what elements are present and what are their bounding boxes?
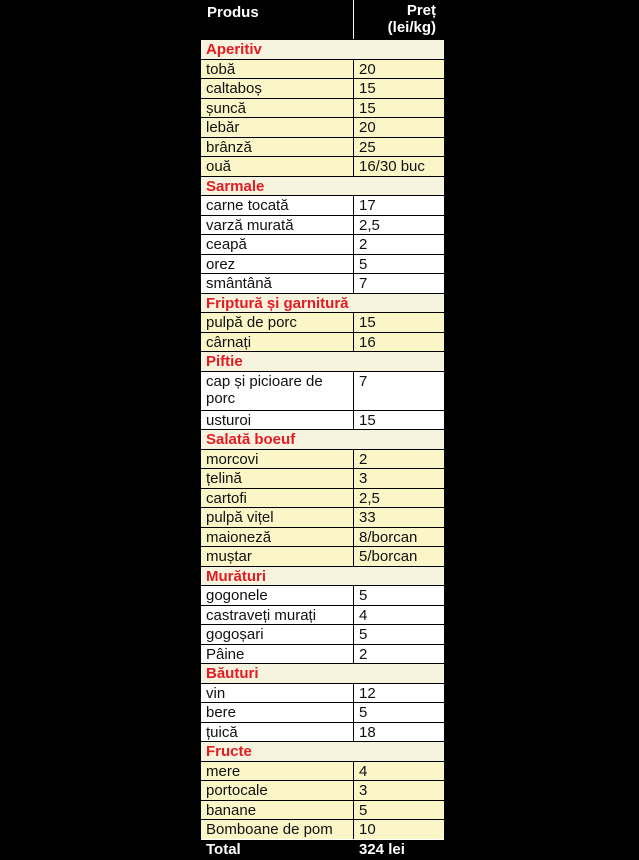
product-name: banane (206, 801, 257, 819)
product-price: 4 (353, 762, 444, 781)
header-price-line2: (lei/kg) (387, 19, 436, 36)
table-row (201, 98, 444, 118)
product-name: pulpă vițel (206, 509, 274, 526)
product-price: 5 (353, 625, 444, 644)
product-price: 15 (353, 411, 444, 430)
table-row (201, 819, 444, 839)
product-price: 3 (353, 469, 444, 488)
table-row (201, 644, 444, 664)
section-header: Murături (201, 566, 444, 586)
product-name: șuncă (206, 99, 247, 117)
table-row (201, 683, 444, 703)
product-price: 5 (353, 586, 444, 605)
table-row (201, 312, 444, 332)
product-price: 12 (353, 684, 444, 703)
table-row (201, 195, 444, 215)
table-row (201, 722, 444, 742)
table-row (201, 761, 444, 781)
section-header: Friptură și garnitură (201, 293, 444, 313)
product-name: ceapă (206, 236, 247, 253)
product-price: 20 (353, 60, 444, 79)
table-row (201, 371, 444, 410)
product-name: gogonele (206, 587, 268, 604)
product-price: 17 (353, 196, 444, 215)
table-row (201, 117, 444, 137)
table-header (201, 0, 444, 39)
table-row (201, 527, 444, 547)
product-name: usturoi (206, 411, 252, 429)
product-price: 5 (353, 255, 444, 274)
product-price: 5 (353, 801, 444, 820)
product-name: pulpă de porc (206, 314, 297, 331)
table-row (201, 215, 444, 235)
header-price (353, 0, 444, 39)
table-row (201, 702, 444, 722)
product-name: Pâine (206, 645, 245, 663)
product-price: 2 (353, 235, 444, 254)
table-row (201, 273, 444, 293)
product-price: 7 (353, 372, 444, 410)
product-price: 16 (353, 333, 444, 352)
product-price: 2 (353, 450, 444, 469)
product-name: caltaboș (206, 80, 262, 97)
product-price: 33 (353, 508, 444, 527)
table-row (201, 254, 444, 274)
table-row (201, 137, 444, 157)
product-name: ouă (206, 158, 232, 175)
product-name: muștar (206, 548, 252, 565)
product-name: vin (206, 684, 226, 702)
product-name: bere (206, 704, 237, 721)
section-header: Băuturi (201, 663, 444, 683)
table-row (201, 449, 444, 469)
table-row (201, 780, 444, 800)
product-name: cârnați (206, 333, 252, 351)
section-header: Aperitiv (201, 39, 444, 59)
product-price: 5/borcan (353, 547, 444, 566)
product-price: 5 (353, 703, 444, 722)
product-name: castraveți murați (206, 606, 317, 624)
table-row (201, 585, 444, 605)
section-header: Fructe (201, 741, 444, 761)
table-row (201, 410, 444, 430)
table-body (201, 39, 444, 839)
product-name: mere (206, 762, 241, 780)
product-name: smântână (206, 275, 272, 292)
product-name: Bomboane de pom (206, 821, 333, 838)
product-price: 10 (353, 820, 444, 839)
product-name: cartofi (206, 489, 247, 507)
product-name: țuică (206, 723, 238, 741)
product-price: 4 (353, 606, 444, 625)
product-name: brânză (206, 138, 252, 156)
product-price: 2,5 (353, 216, 444, 235)
table-row (201, 605, 444, 625)
table-row (201, 332, 444, 352)
table-row (201, 468, 444, 488)
product-price: 15 (353, 313, 444, 332)
product-name: gogoșari (206, 626, 264, 643)
table-row (201, 78, 444, 98)
product-name: varză murată (206, 216, 294, 234)
product-name: maioneză (206, 528, 272, 546)
product-price: 2 (353, 645, 444, 664)
product-name: țelină (206, 470, 242, 487)
product-price: 16/30 buc (353, 157, 444, 176)
product-name: lebăr (206, 119, 240, 136)
total-value: 324 lei (359, 841, 405, 859)
table-row (201, 546, 444, 566)
header-price-line1: Preț (406, 2, 436, 19)
price-table (201, 0, 444, 860)
header-product: Produs (207, 4, 259, 21)
product-price: 20 (353, 118, 444, 137)
product-name: portocale (206, 782, 268, 799)
product-price: 18 (353, 723, 444, 742)
total-row (201, 839, 444, 860)
table-row (201, 156, 444, 176)
table-row (201, 800, 444, 820)
product-name: carne tocată (206, 197, 289, 214)
section-header: Sarmale (201, 176, 444, 196)
product-price: 15 (353, 79, 444, 98)
table-row (201, 59, 444, 79)
section-header: Piftie (201, 351, 444, 371)
table-row (201, 234, 444, 254)
total-label: Total (206, 841, 241, 859)
table-row (201, 488, 444, 508)
product-price: 7 (353, 274, 444, 293)
table-row (201, 624, 444, 644)
section-header: Salată boeuf (201, 429, 444, 449)
product-name: morcovi (206, 450, 259, 468)
table-row (201, 507, 444, 527)
product-name: tobă (206, 60, 236, 78)
product-price: 8/borcan (353, 528, 444, 547)
product-price: 2,5 (353, 489, 444, 508)
product-price: 15 (353, 99, 444, 118)
product-name: cap și picioare de porc (206, 372, 323, 407)
product-name: orez (206, 255, 236, 273)
product-price: 25 (353, 138, 444, 157)
product-price: 3 (353, 781, 444, 800)
